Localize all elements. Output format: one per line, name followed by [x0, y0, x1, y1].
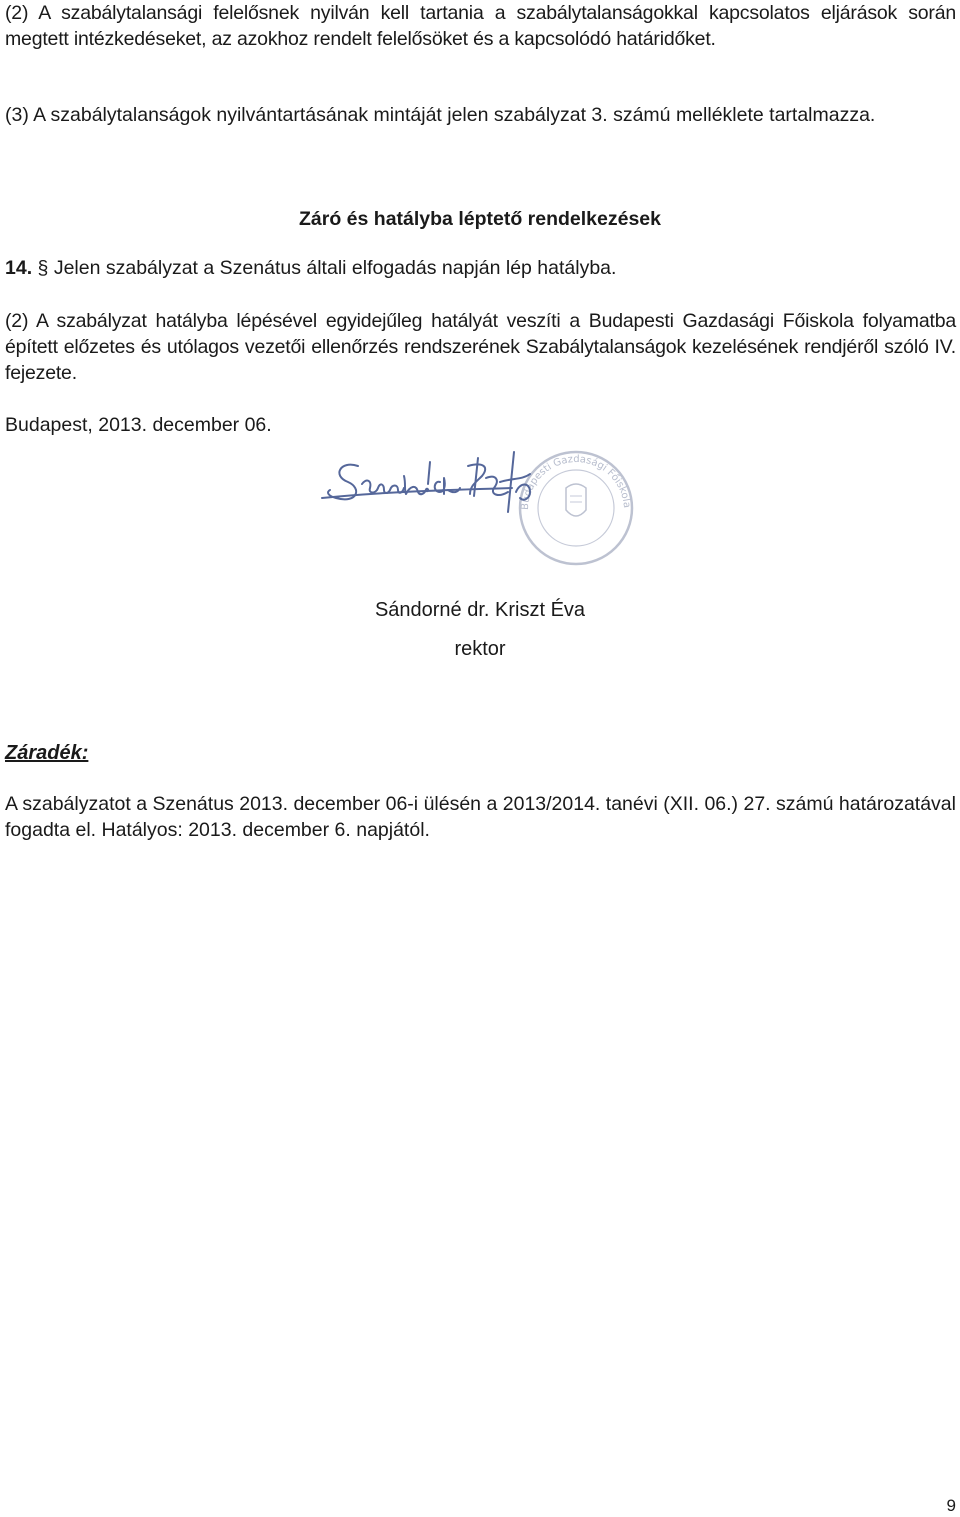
signatory-title: rektor	[454, 638, 506, 660]
signature-text: Sándorné dr. Kriszt	[318, 448, 327, 449]
section-sign: §	[37, 257, 49, 279]
signature-and-stamp	[318, 448, 648, 578]
clause-text: A szabályzatot a Szenátus 2013. december 06-i ülésén a 2013/2014. tanévi (XII. 06.) 27. számú határozatával fogadta el. Hatályos: 2013. december 6. napjától.	[5, 793, 956, 841]
section-heading: Záró és hatályba léptető rendelkezések	[299, 208, 661, 230]
section-14	[5, 255, 956, 281]
official-stamp	[520, 452, 632, 564]
paragraph-register-template: (3) A szabálytalanságok nyilvántartásának mintáját jelen szabályzat 3. számú melléklete tartalmazza.	[5, 104, 876, 126]
signature-stamp-image	[318, 448, 648, 578]
section-text: Jelen szabályzat a Szenátus általi elfogadás napján lép hatályba.	[53, 257, 617, 279]
page-number: 9	[946, 1496, 956, 1515]
place-date: Budapest, 2013. december 06.	[5, 414, 272, 436]
stamp-text: Budapesti Gazdasági Főiskola	[519, 453, 633, 511]
signatory-name: Sándorné dr. Kriszt Éva	[374, 599, 586, 621]
clause-title: Záradék:	[5, 742, 89, 764]
paragraph-repeal: (2) A szabályzat hatályba lépésével egyidejűleg hatályát veszíti a Budapesti Gazdasági Főiskola folyamatba épített előzetes és utólagos vezetői ellenőrzés rendszerének Szabálytalanságok kezelésének rendjéről szóló IV. fejezete.	[5, 310, 956, 384]
section-number: 14.	[5, 257, 33, 279]
handwritten-signature	[322, 452, 530, 512]
paragraph-irregularity-register: (2) A szabálytalansági felelősnek nyilván kell tartania a szabálytalanságokkal kapcsolatos eljárások során megtett intézkedéseket, az azokhoz rendelt felelősöket és a kapcsolódó határidőket.	[5, 2, 956, 50]
